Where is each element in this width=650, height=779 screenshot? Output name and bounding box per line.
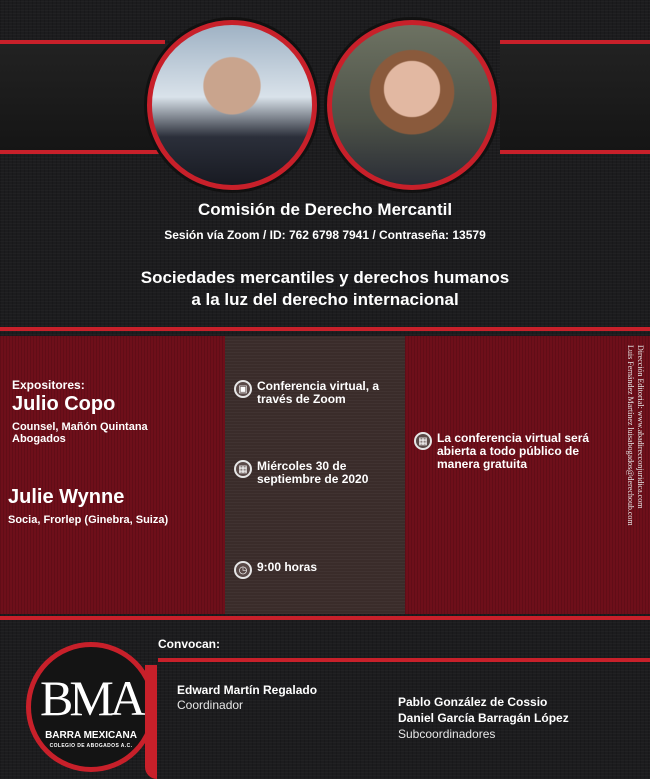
detail-time <box>234 561 317 579</box>
header-band-right-bottom <box>500 150 650 154</box>
subcoordinator-name: Pablo González de Cossio <box>398 695 548 709</box>
speaker-role: Socia, Frorlep (Ginebra, Suiza) <box>8 514 169 526</box>
detail-format <box>234 380 397 406</box>
title-block <box>0 200 650 242</box>
detail-text: Miércoles 30 de septiembre de 2020 <box>257 459 369 486</box>
editorial-credit: Dirección Editorial: www.abadirecconjuridica.com Luis Fernández Martínez luisabogados@derechoub.com <box>626 345 645 526</box>
header-band-left-top <box>0 40 165 44</box>
convocan-label: Convocan: <box>158 637 221 651</box>
header-band-right-top <box>500 40 650 44</box>
divider-bottom <box>0 616 650 620</box>
header-stripe-right <box>500 44 650 150</box>
building-icon: ▣ <box>234 380 252 398</box>
footer-rule <box>158 658 650 662</box>
speaker-role: Counsel, Mañón Quintana Abogados <box>12 421 148 445</box>
coordinator-role: Coordinador <box>177 698 244 712</box>
commission-title: Comisión de Derecho Mercantil <box>197 200 453 219</box>
bma-logo <box>26 642 156 772</box>
conference-topic <box>0 267 650 311</box>
header-stripe-left <box>0 44 170 150</box>
calendar-icon: ▦ <box>234 460 252 478</box>
header-band-left-bottom <box>0 150 165 154</box>
detail-text: 9:00 horas <box>257 560 318 574</box>
subcoordinator-role: Subcoordinadores <box>398 727 496 741</box>
topic-line-2: a la luz del derecho internacional <box>191 290 459 309</box>
calendar-grid-icon: ▦ <box>414 432 432 450</box>
speaker-name: Julie Wynne <box>8 486 125 508</box>
detail-date <box>234 460 397 486</box>
clock-icon: ◷ <box>234 561 252 579</box>
subcoordinator-name: Daniel García Barragán López <box>398 711 569 725</box>
speaker-name: Julio Copo <box>12 393 116 415</box>
logo-name: BARRA MEXICANA <box>45 730 137 741</box>
session-info: Sesión vía Zoom / ID: 762 6798 7941 / Contraseña: 13579 <box>164 228 486 242</box>
detail-text: La conferencia virtual será abierta a todo público de manera gratuita <box>437 431 590 471</box>
logo-letters: BMA <box>40 670 142 726</box>
speakers-label: Expositores: <box>12 378 85 392</box>
speaker-photo-julio <box>147 20 317 190</box>
detail-access <box>414 432 594 471</box>
detail-text: Conferencia virtual, a través de Zoom <box>257 379 380 406</box>
logo-subtitle: COLEGIO DE ABOGADOS A.C. <box>49 743 133 749</box>
logo-swoosh <box>145 665 157 779</box>
coordinator-name: Edward Martín Regalado <box>177 683 318 697</box>
speaker-photo-julie <box>327 20 497 190</box>
divider-top <box>0 327 650 331</box>
topic-line-1: Sociedades mercantiles y derechos humanos <box>140 268 510 287</box>
